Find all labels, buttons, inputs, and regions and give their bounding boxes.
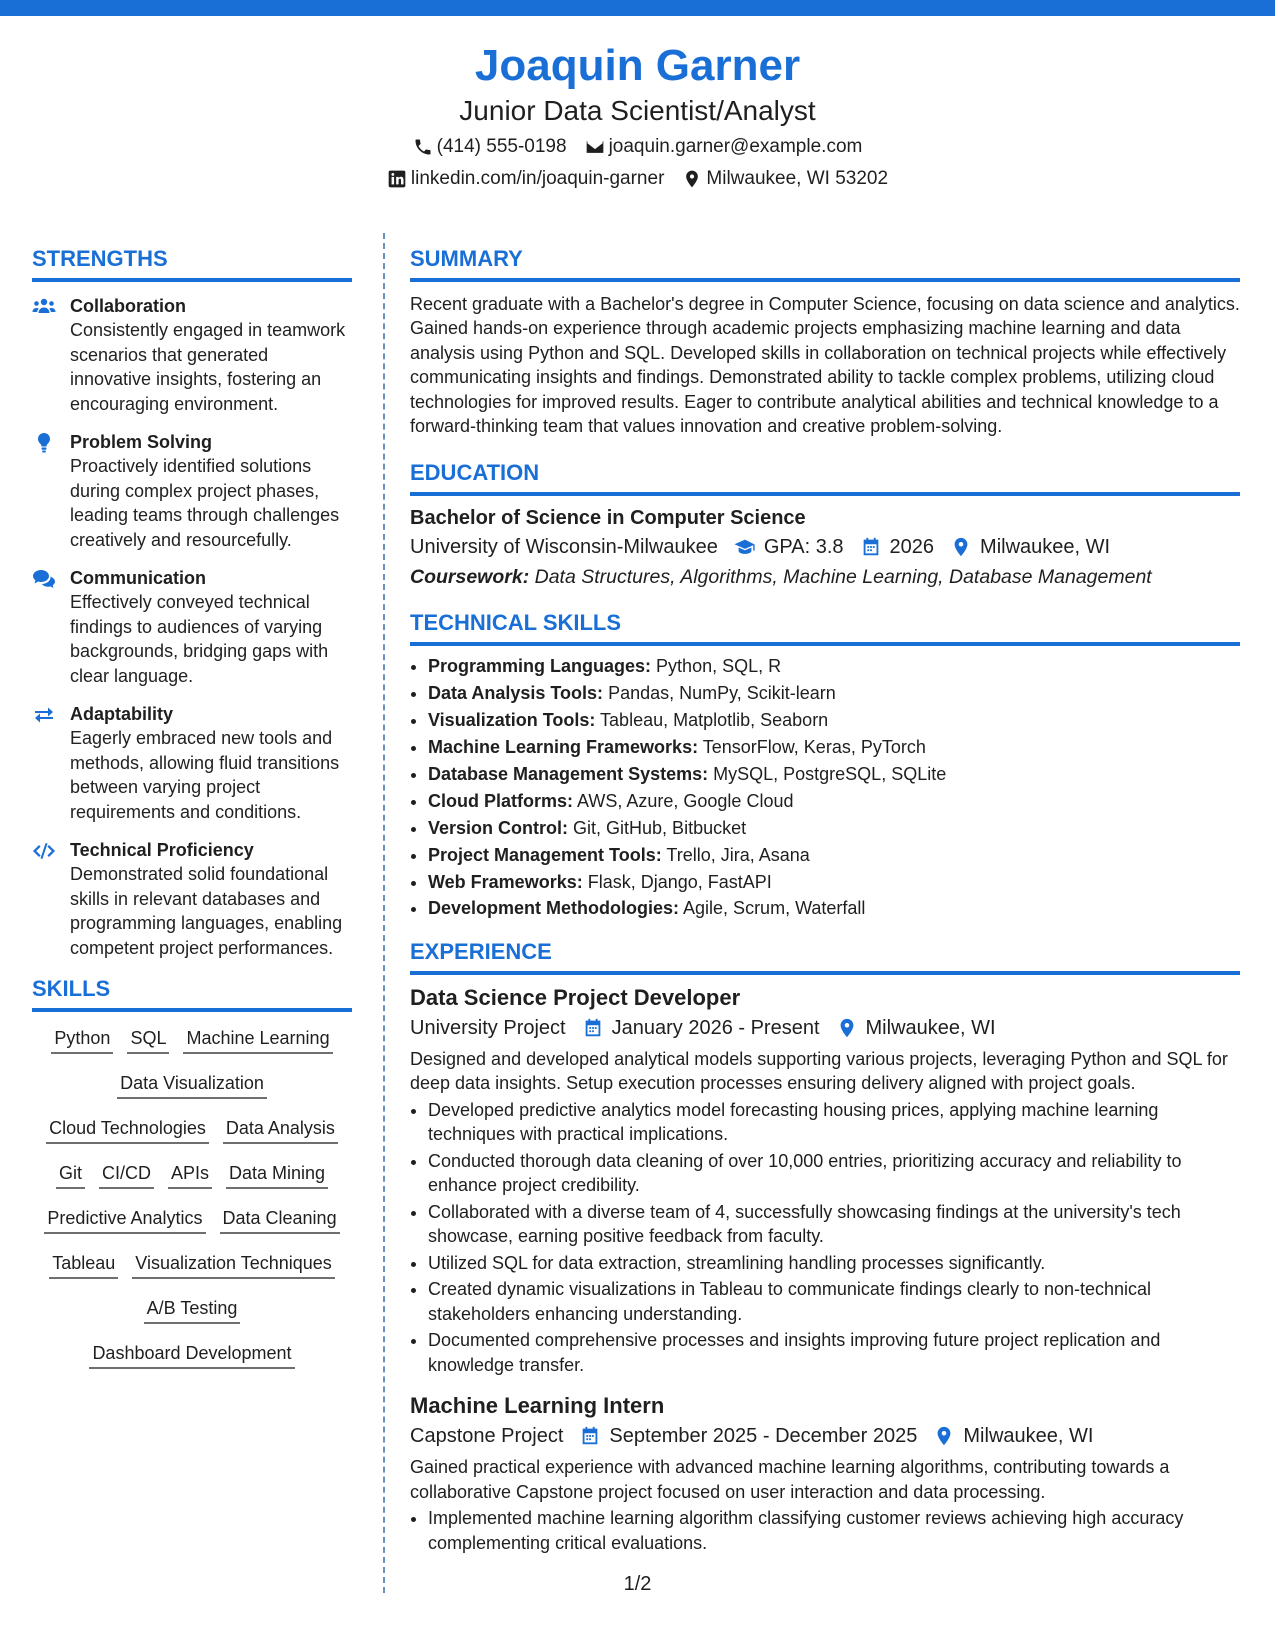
list-item: • Documented comprehensive processes and insights improving future project replication and knowledge transfer.	[428, 1328, 1240, 1377]
calendar-icon	[860, 536, 882, 558]
location-contact	[682, 166, 888, 192]
job-bullets	[410, 1506, 1240, 1555]
experience-heading: EXPERIENCE	[410, 937, 1240, 975]
job-location	[933, 1421, 1093, 1451]
list-item: • Data Analysis Tools: Pandas, NumPy, Scikit-learn	[428, 681, 1240, 706]
skill-tag: APIs	[168, 1161, 212, 1189]
strength-title: Adaptability	[70, 704, 174, 724]
job-title: Machine Learning Intern	[410, 1393, 665, 1419]
job-meta-row	[410, 1013, 1240, 1043]
education-location	[950, 532, 1110, 562]
phone-icon	[413, 137, 433, 157]
strength-description: Demonstrated solid foundational skills in relevant databases and programming languages, enabling competent project performances.	[70, 864, 343, 958]
job-entry	[410, 1391, 1240, 1555]
map-pin-icon	[682, 169, 702, 189]
job-dates	[579, 1421, 917, 1451]
graduation-year	[860, 532, 935, 562]
list-item: • Web Frameworks: Flask, Django, FastAPI	[428, 870, 1240, 895]
skill-tag: Data Mining	[226, 1161, 328, 1189]
strength-item	[32, 566, 352, 688]
skill-tag: Data Analysis	[223, 1116, 338, 1144]
skill-tag: Machine Learning	[183, 1026, 332, 1054]
strength-title: Technical Proficiency	[70, 840, 254, 860]
coursework-label: Coursework:	[410, 566, 530, 589]
skills-tag-cloud	[32, 1026, 352, 1369]
strength-title: Collaboration	[70, 296, 186, 316]
list-item: • Database Management Systems: MySQL, PostgreSQL, SQLite	[428, 762, 1240, 787]
list-item: • Programming Languages: Python, SQL, R	[428, 654, 1240, 679]
list-item: • Version Control: Git, GitHub, Bitbucket	[428, 816, 1240, 841]
candidate-name: Joaquin Garner	[474, 41, 801, 90]
strength-title: Communication	[70, 568, 207, 588]
job-dates	[582, 1013, 820, 1043]
strength-item	[32, 430, 352, 552]
strength-description: Effectively conveyed technical findings to audiences of varying backgrounds, bridging gaps with clear language.	[70, 592, 329, 686]
skill-tag: Cloud Technologies	[46, 1116, 209, 1144]
linkedin-contact[interactable]	[387, 166, 664, 192]
list-item: • Collaborated with a diverse team of 4, successfully showcasing findings at the university's tech showcase, earning positive feedback from faculty.	[428, 1200, 1240, 1249]
location-text: Milwaukee, WI	[980, 536, 1111, 559]
skill-tag: Data Cleaning	[220, 1206, 340, 1234]
email-contact[interactable]	[585, 134, 863, 160]
summary-heading: SUMMARY	[410, 244, 1240, 282]
column-divider	[383, 233, 385, 1593]
location-text: Milwaukee, WI	[865, 1016, 996, 1039]
location-text: Milwaukee, WI 53202	[706, 168, 889, 189]
phone-text: (414) 555-0198	[436, 136, 567, 157]
year-text: 2026	[889, 536, 935, 559]
lightbulb-icon	[32, 432, 56, 454]
coursework	[410, 562, 1240, 592]
page-number: 1/2	[623, 1573, 652, 1595]
skill-tag: SQL	[127, 1026, 169, 1054]
users-icon	[32, 296, 56, 318]
strength-item	[32, 702, 352, 824]
job-org: Capstone Project	[410, 1425, 564, 1448]
strength-description: Proactively identified solutions during complex project phases, leading teams through challenges creatively and resourcefully.	[70, 456, 340, 550]
map-pin-icon	[836, 1017, 858, 1039]
strengths-heading: STRENGTHS	[32, 244, 352, 282]
map-pin-icon	[950, 536, 972, 558]
phone-contact	[413, 134, 567, 160]
degree-title: Bachelor of Science in Computer Science	[410, 507, 806, 530]
contact-row-2	[0, 166, 1275, 192]
job-org: University Project	[410, 1016, 566, 1039]
skill-tag: Dashboard Development	[89, 1341, 294, 1369]
school-name: University of Wisconsin-Milwaukee	[410, 536, 718, 559]
technical-skills-list	[410, 654, 1240, 921]
map-pin-icon	[933, 1425, 955, 1447]
skill-tag: Predictive Analytics	[44, 1206, 205, 1234]
dates-text: January 2026 - Present	[611, 1016, 820, 1039]
technical-skills-heading: TECHNICAL SKILLS	[410, 608, 1240, 646]
job-entry	[410, 983, 1240, 1378]
linkedin-icon	[387, 169, 407, 189]
accent-top-bar	[0, 0, 1275, 16]
job-description: Gained practical experience with advanced machine learning algorithms, contributing towards a collaborative Capstone project focused on user interaction and data processing.	[410, 1457, 1170, 1502]
candidate-title: Junior Data Scientist/Analyst	[459, 95, 816, 126]
email-text: joaquin.garner@example.com	[608, 136, 863, 157]
list-item: • Machine Learning Frameworks: TensorFlow, Keras, PyTorch	[428, 735, 1240, 760]
job-location	[836, 1013, 996, 1043]
code-icon	[32, 840, 56, 862]
gpa	[734, 532, 844, 562]
strength-description: Consistently engaged in teamwork scenarios that generated innovative insights, fostering an encouraging environment.	[70, 320, 346, 414]
skill-tag: Tableau	[49, 1251, 118, 1279]
strength-item	[32, 294, 352, 416]
list-item: • Cloud Platforms: AWS, Azure, Google Cloud	[428, 789, 1240, 814]
education-meta-row	[410, 532, 1240, 562]
job-bullets	[410, 1098, 1240, 1378]
envelope-icon	[585, 137, 605, 157]
linkedin-text: linkedin.com/in/joaquin-garner	[410, 168, 665, 189]
job-meta-row	[410, 1421, 1240, 1451]
job-description: Designed and developed analytical models supporting various projects, leveraging Python and SQL for deep data insights. Setup execution processes ensuring delivery aligned with project goals.	[410, 1048, 1228, 1094]
skill-tag: Git	[56, 1161, 85, 1189]
skill-tag: Visualization Techniques	[132, 1251, 334, 1279]
left-column	[32, 244, 352, 1369]
list-item: • Implemented machine learning algorithm classifying customer reviews achieving high accuracy complementing critical evaluations.	[428, 1506, 1240, 1555]
skill-tag: CI/CD	[99, 1161, 154, 1189]
strengths-list	[32, 294, 352, 960]
job-title: Data Science Project Developer	[410, 984, 741, 1010]
calendar-icon	[579, 1425, 601, 1447]
skill-tag: Python	[51, 1026, 113, 1054]
skill-tag: A/B Testing	[144, 1296, 241, 1324]
strength-title: Problem Solving	[70, 432, 213, 452]
dates-text: September 2025 - December 2025	[609, 1425, 918, 1448]
list-item: • Visualization Tools: Tableau, Matplotlib, Seaborn	[428, 708, 1240, 733]
list-item: • Created dynamic visualizations in Tableau to communicate findings clearly to non-technical stakeholders enhancing understanding.	[428, 1277, 1240, 1326]
list-item: • Project Management Tools: Trello, Jira, Asana	[428, 843, 1240, 868]
education-heading: EDUCATION	[410, 458, 1240, 496]
list-item: • Utilized SQL for data extraction, streamlining handling processes significantly.	[428, 1251, 1240, 1276]
list-item: • Development Methodologies: Agile, Scrum, Waterfall	[428, 896, 1240, 921]
coursework-list: Data Structures, Algorithms, Machine Learning, Database Management	[534, 566, 1152, 589]
right-column	[410, 244, 1240, 1569]
comments-icon	[32, 568, 56, 590]
list-item: • Developed predictive analytics model forecasting housing prices, applying machine learning techniques with practical implications.	[428, 1098, 1240, 1147]
strength-description: Eagerly embraced new tools and methods, allowing fluid transitions between varying project requirements and conditions.	[70, 728, 340, 822]
contact-row-1	[0, 134, 1275, 160]
gpa-text: GPA: 3.8	[763, 536, 844, 559]
list-item: • Conducted thorough data cleaning of over 10,000 entries, prioritizing accuracy and reliability to enhance project credibility.	[428, 1149, 1240, 1198]
skills-heading: SKILLS	[32, 974, 352, 1012]
skill-tag: Data Visualization	[117, 1071, 267, 1099]
graduation-cap-icon	[734, 536, 756, 558]
location-text: Milwaukee, WI	[963, 1425, 1094, 1448]
summary-text: Recent graduate with a Bachelor's degree in Computer Science, focusing on data science and analytics. Gained hands-on experience through academic projects emphasizing machine learning and data analysis using Python and SQL. Developed skills in collaboration on technical projects while effectively communicating insights and findings. Demonstrated ability to tackle complex problems, utilizing cloud technologies for improved results. Eager to contribute analytical abilities and technical knowledge to a forward-thinking team that values innovation and creative problem-solving.	[410, 294, 1240, 437]
resume-header	[0, 40, 1275, 192]
exchange-icon	[32, 704, 56, 726]
strength-item	[32, 838, 352, 960]
calendar-icon	[582, 1017, 604, 1039]
